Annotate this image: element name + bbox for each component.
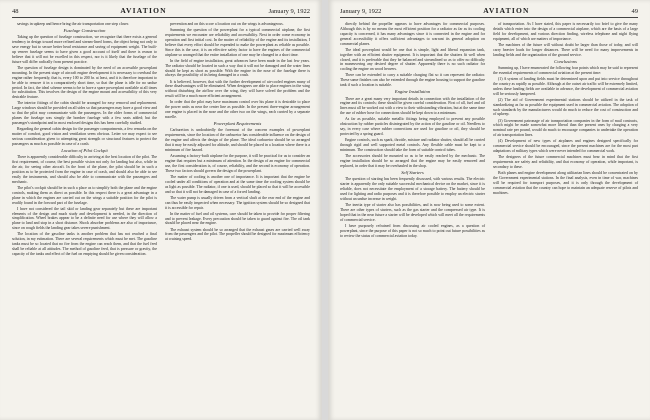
right-column-1 [340, 22, 485, 240]
paragraph: The question of starting has been frequently discussed, with various results. The electric starter is apparently the only suitable successful mechanical device on the market, since it is reliable, does not necessitate the employment of a storage battery. The battery should be used for lighting and radio purposes and it is therefore possible to employ an electric starter without an undue increase in weight. [340, 177, 485, 201]
paragraph: In the field of engine installation, great advances have been made in the last few years. The radiator should be located in such a way that it will not be damaged and the water lines should be kept as short as possible. With the engine in the nose of the fuselage there is always the possibility of its being damaged in a crash. [165, 58, 310, 78]
left-column-2 [165, 22, 310, 258]
paragraph: prevention and on this score a location out on the wings is advantageous. [170, 22, 284, 26]
paragraph: The inertia type of starter also has possibilities, and is now being used to some extent. There are other types of starters, such as the gas starter and the compressed air type. It is hoped that in the near future a starter will be developed which will meet all the requirements of commercial service. [340, 202, 485, 222]
paragraph: Carburetion is undoubtedly the foremost of the concern examples of powerplant requirements, since the location of the carburetor has considerable influence on the design of the engine and affects the design of the plane. The ideal carburetor should be so arranged that it may be easily adjusted for altitude, and should be placed in a location where there is a minimum of fire hazard. [165, 128, 310, 152]
paragraph: (2) The aid of Government experimental stations should be utilized in the task of standardizing as far as possible the equipment used in commercial aviation. The adoption of such standards by the manufacturers would do much to reduce the cost of construction and of upkeep. [493, 97, 638, 117]
paragraph: The designers of the future commercial machines must bear in mind that the first requirements are safety and reliability, and that economy of operation, while important, is secondary to these. [493, 155, 638, 170]
paragraph: Taking up the question of fuselage construction, we recognize that there exists a general tendency in design toward more refined and stream-lined forms, the object being not only to save energy but to secure better head resistance and saving of equipment weight. The built-up veneer fuselage seems to have given a good account of itself and there is reason to believe that it will not be excelled in this respect, nor is it likely that the fuselage of the future will differ radically from present practice. [12, 35, 157, 64]
paragraph: Engine controls, such as spark, throttle, mixture and radiator shutter, should all be carried through rigid and well supported metal controls. Any flexible cable must be kept to a minimum. The construction should take the form of suitable control tubes. [340, 138, 485, 152]
right-journal-title: AVIATION [483, 6, 530, 15]
paragraph: The question of fuselage design is dominated by the need of an accessible powerplant mounting. In the present stage of aircraft engine development it is necessary to overhaul the engine rather frequently, that is, every 100 to 200 hr. at least, and it is therefore important to be able to remove it in a comparatively short time, so that the plane is idle for no undue period. In fact, the ideal scheme seems to be to have a spare powerplant available at all times for substitution. This involves the design of the engine mount and accessibility of this very desirable feature. [12, 65, 157, 100]
paragraph: There are a great many very important details in connection with the installation of the engine and its controls; these should be given careful consideration. First of all, fuel and oil lines must all be worked out with a view to their withstanding vibration, but at the same time the use of rubber hose for connections should be kept down to a minimum. [340, 96, 485, 116]
paragraph: The water pump is usually driven from a vertical shaft at the rear end of the engine and can thus be easily inspected when necessary. The ignition system should be so designed that it is accessible for repair. [165, 195, 310, 210]
paragraph: The machines of the future will without doubt be larger than those of today, and will carry heavier loads for longer distances. There will be need for many improvements in landing fields and the organization of the ground service. [493, 42, 638, 57]
section-heading: Self Starters [401, 169, 424, 175]
paragraph: The ideal powerplant would be one that is simple, light and liberal expansion tank, together with an efficient shutter equipment. It is important that the shutters fit well when closed, and it is preferable that they be balanced and streamlined so as to offer no difficulty in maneuvering any desired degree of shutter. Apparently there is no such radiator for cooling the engine on wood heavers. [340, 47, 485, 72]
paragraph: The accessories should be mounted so as to be easily reached by the mechanic. The engine installation should be so arranged that the engine may be easily removed and replaced, in order that it may be overhauled in the shop. [340, 154, 485, 168]
left-journal-title: AVIATION [120, 6, 167, 15]
paragraph: Regarding the general cabin design for the passenger compartments, a few remarks on the matter of comfort, good vision and ventilation seem obvious. Letter we may expect to see serious consideration given to attempting great strength or structural features to protect the passengers as much as possible in case of a crash. [12, 127, 158, 146]
paragraph: The matter of cooling is another one of importance. It is important that the engine be cooled under all conditions of operation and at the same time the cooling system should be as light as possible. The radiator, if one is used, should be placed so that it will be accessible and so that it will not be damaged in case of a forced landing. [165, 174, 310, 194]
paragraph: (4) Development of new types of airplanes and engines designed specifically for commercial service should be encouraged, since the present machines are for the most part adaptations of military types which were never intended for commercial work. [493, 139, 638, 154]
paragraph: There is apparently considerable difficulty in arriving at the best location of the pilot. The first requirement, of course, the best possible vision not only for landing but also, while in the air, for seeing other aircraft. In the front of the plane, the pilot should be in such a position as to be protected from the engine in case of crash, and should also be able to see easily the instruments, and should also be able to communicate with the passengers and mechanic. [12, 155, 157, 184]
paragraph: Assuming a factory-built airplane for the purpose, it will be practical for us to consider an engine that requires but a minimum of attention. In the design of an engine for commercial use, the first consideration is, of course, reliability, and the second is economy of operation. These two factors should govern the design of the powerplant. [165, 154, 310, 173]
paragraph: (1) A system of landing fields must be determined upon and put into service throughout the country as rapidly as possible. Although at the outset air traffic will be extremely limited, unless these landing fields are available in advance, the development of commercial aviation will be seriously hampered. [493, 76, 638, 96]
paragraph: Both planes and engine development along utilitarian lines should be concentrated on by the Government experimental stations. In the final analysis, even in time of war, machines will be required for transport purposes, and it is only through the development of commercial aviation that the country can hope to maintain an adequate reserve of pilots and machines. [493, 171, 638, 195]
left-columns [12, 22, 310, 258]
right-column-2 [493, 22, 638, 240]
left-date: January 9, 1922 [268, 8, 310, 15]
right-date: January 9, 1922 [340, 8, 382, 15]
section-heading: Conclusions [554, 58, 577, 64]
paragraph: It is believed, however, that with the further development of air-cooled engines many of these disadvantages will be eliminated. When designers are able to place engines in the wing without disturbing the airflow over the wing, they will have solved the problem and the result will be a much more efficient arrangement. [165, 79, 310, 99]
paragraph: (3) Government patronage of air transportation companies in the form of mail contracts, which might be made somewhat more liberal than the present ones by charging a very nominal rate per pound, would do much to encourage companies to undertake the operation of air transportation lines. [493, 118, 638, 138]
left-page-number: 48 [12, 8, 19, 15]
paragraph: There can be extended to carry a suitable charging flat so it can represent the radiator. These same finishes can also be extended through the engine housing to support the gasoline tank if such a location is suitable. [340, 73, 485, 88]
paragraph: Summing the question of the powerplant for a typical commercial airplane, the first requirements we encounter are reliability and accessibility. Next in order come economy in operation and first initial cost. In the matter of reliability of the engine and its installation, I believe that every effort should be expended to make the powerplant as reliable as possible. Since this is the case, it is an effective safety factor to have the engines of the commercial airplane so arranged that the entire installation of one may be changed in a short time. [165, 28, 310, 57]
left-running-head [12, 6, 310, 18]
section-heading: Powerplant Requirements [213, 120, 262, 126]
paragraph: The interior fittings of the cabin should be arranged for easy removal and replacement. Large windows should be provided on all sides so that passengers may have a good view and so that the pilot may communicate with the passengers. In the older forms of commercial planes the fuselage was simply the bomber fuselage with a few seats added; but the passenger's standpoint and in most enclosed designs this has been carefully studied. [12, 101, 157, 126]
paragraph: of transportation. As I have stated, this paper is necessarily too brief to give the many details which enter into the design of a commercial airplane, which are the basis of a large field for development, and various direction finding, wireless telephone and night flying equipment, all of which are matters of importance. [493, 22, 638, 41]
right-page [328, 0, 650, 420]
paragraph: The pilot's cockpit should be in such a place as to simplify both the plane and the engine controls, making them as direct as possible. In this respect there is a great advantage in a plane in which the engines are carried out on the wings a suitable position for the pilot is readily found in the forward part of the fuselage. [12, 185, 157, 205]
paragraph: In the matter of fuel and oil systems, care should be taken to provide for proper filtering and to prevent leakage. Every precaution should be taken to guard against fire. The oil tank should be placed near the engine. [165, 211, 310, 226]
section-heading: Location of Pilot Cockpit [61, 147, 108, 153]
paragraph: directly behind the propeller appears to have advantages for commercial purposes. Although this is by no means the most efficient position for a radiator as far as its cooling capacity is concerned, it has many advantages since it is connected in the engine and for general accessibility it offers sufficient advantages to warrant its general adoption on commercial planes. [340, 22, 485, 46]
left-page [0, 0, 322, 420]
right-page-number: 49 [631, 8, 638, 15]
paragraph: As far as possible, suitable metallic fittings being employed to prevent any possible obstruction by rubber particles disintegrated by the action of the gasoline or oil. Needless to say, in every case where rubber connections are used for gasoline or oil, they should be protected by a spring guard. [340, 117, 485, 137]
section-heading: Engine Installation [394, 89, 431, 95]
right-running-head [340, 6, 638, 18]
paragraph: savings in upkeep and hence bring the air transportation one step closer. [17, 22, 129, 26]
paragraph: Summing up, I have enumerated the following four points which may be said to represent the essential requirements of commercial aviation at the present time: [493, 65, 638, 75]
paragraph: I have purposely refrained from discussing air cooled engines, as a question of powerplant, since the purpose of this paper is not so much to point out future possibilities as to review the status of commercial aviation today. [340, 223, 485, 238]
paragraph: The exhaust system should be so arranged that the exhaust gases are carried well away from the passengers and the pilot. The propeller should be designed for maximum efficiency at cruising speed. [165, 227, 310, 242]
paragraph: The location of the gasoline tanks is another problem that has not reached a final solution, in my estimation. There are several requirements which must be met. The gasoline tanks must be so located that no fire from the engine can reach them, and that the fuel feed shall be reliable at all attitudes. The method of gasoline feed, that is pressure or gravity, the capacity of the tanks and effect of the fuel on emptying should be given consideration. [12, 232, 157, 256]
section-heading: Fuselage Construction [63, 27, 106, 33]
left-column-1 [12, 22, 157, 258]
paragraph: In order that the pilot may have maximum control over his plane it is desirable to place the power units as near the center line as possible. In the present three-engine arrangement one engine is placed in the nose and the other two on the wings, each carried by a separate nacelle. [165, 100, 310, 120]
paragraph: I have not considered the tail skid or landing gear separately but these are important elements of the design and much study and development is needed, in the direction of simplification. Wheel brakes appear to be a definite need for use where they will allow a plane to land and stop in a short distance. Shock absorber problems are also of importance, since on rough fields the landing gear takes severe punishment. [12, 206, 157, 231]
right-columns [340, 22, 638, 240]
